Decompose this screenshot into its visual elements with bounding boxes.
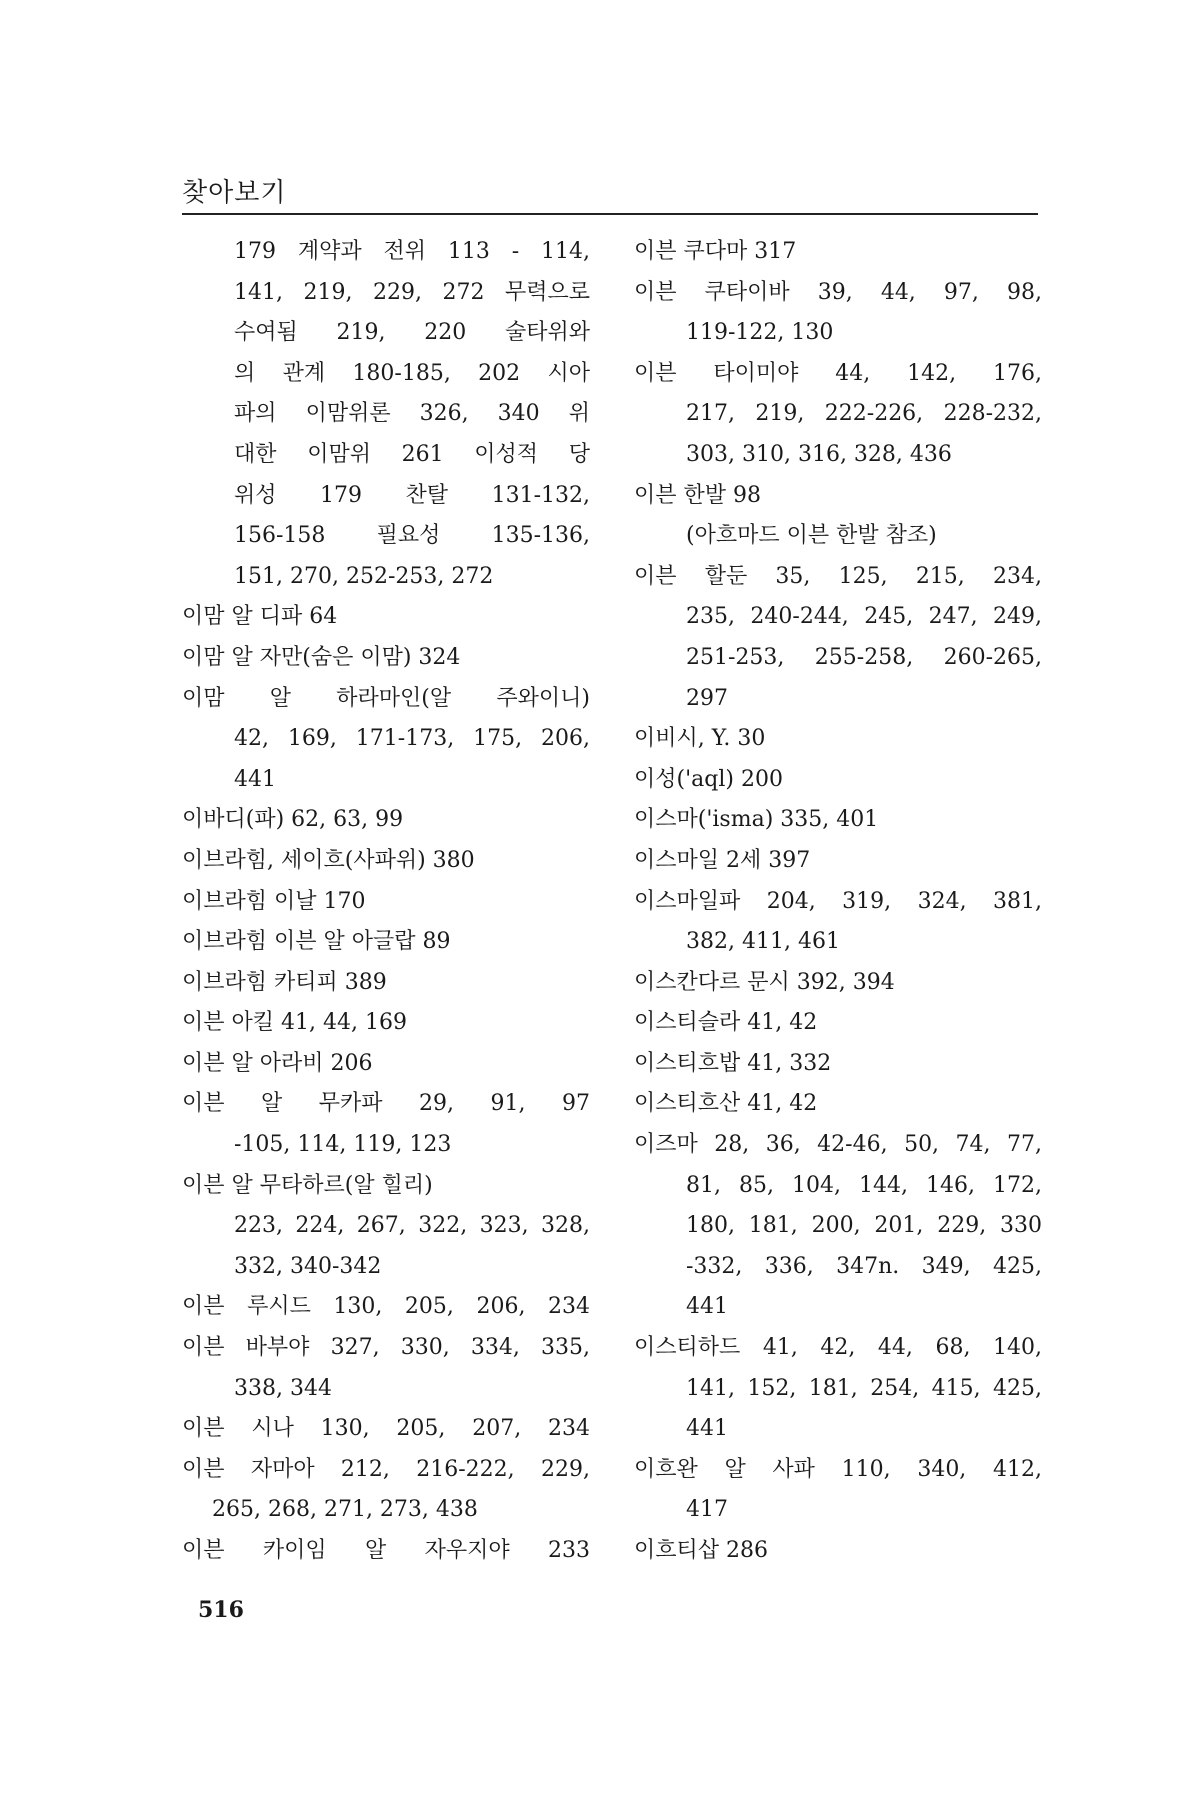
- index-entry: 이븐 루시드 130, 205, 206, 234: [182, 1294, 590, 1320]
- index-entry-continuation: 332, 340-342: [234, 1253, 382, 1279]
- index-entry: 이븐 알 무카파 29, 91, 97: [182, 1091, 590, 1117]
- index-entry-continuation: 179 계약과 전위 113 - 114,: [234, 239, 590, 264]
- index-entry: 이브라힘 이븐 알 아글랍 89: [182, 929, 451, 955]
- index-entry: 이븐 카이임 알 자우지야 233: [182, 1538, 590, 1563]
- index-entry: 이븐 할둔 35, 125, 215, 234,: [634, 563, 1042, 589]
- index-entry-continuation: 382, 411, 461: [686, 929, 840, 955]
- index-entry: 이스마('isma) 335, 401: [634, 807, 879, 833]
- index-entry: 이스티슬라 41, 42: [634, 1010, 818, 1036]
- index-entry-continuation: 119-122, 130: [686, 320, 834, 346]
- index-entry-continuation: 141, 152, 181, 254, 415, 425,: [686, 1375, 1042, 1401]
- index-entry-continuation: 417: [686, 1497, 728, 1523]
- index-entry-continuation: 수여됨 219, 220 술타위와: [234, 320, 590, 346]
- index-column-left: [182, 232, 590, 1572]
- index-entry-continuation: 217, 219, 222-226, 228-232,: [686, 401, 1042, 427]
- index-entry-continuation: 파의 이맘위론 326, 340 위: [234, 401, 590, 427]
- index-entry: 이맘 알 하라마인(알 주와이니): [182, 685, 590, 711]
- index-entry-continuation: 151, 270, 252-253, 272: [234, 563, 494, 589]
- index-entry-continuation: -105, 114, 119, 123: [234, 1132, 452, 1158]
- index-entry: 이스티하드 41, 42, 44, 68, 140,: [634, 1335, 1042, 1361]
- index-entry-continuation: 303, 310, 316, 328, 436: [686, 441, 952, 467]
- index-entry: 이스마일 2세 397: [634, 847, 811, 873]
- header-rule: [182, 213, 1038, 215]
- index-entry: 이맘 알 자만(숨은 이맘) 324: [182, 644, 461, 670]
- index-entry-continuation: 297: [686, 685, 728, 711]
- index-entry-continuation: 141, 219, 229, 272 무력으로: [234, 279, 590, 305]
- index-entry: 이흐티삽 286: [634, 1538, 768, 1563]
- index-entry: 이스티흐산 41, 42: [634, 1091, 818, 1117]
- index-entry-continuation: 180, 181, 200, 201, 229, 330: [686, 1213, 1042, 1239]
- index-entry: 이즈마 28, 36, 42-46, 50, 74, 77,: [634, 1132, 1042, 1158]
- index-entry: 이븐 타이미야 44, 142, 176,: [634, 360, 1042, 386]
- index-entry: 이븐 자마아 212, 216-222, 229,: [182, 1456, 590, 1482]
- index-entry-continuation: 338, 344: [234, 1375, 332, 1401]
- index-entry: 이븐 쿠타이바 39, 44, 97, 98,: [634, 279, 1042, 305]
- index-entry-continuation: 235, 240-244, 245, 247, 249,: [686, 604, 1042, 630]
- index-entry: 이브라힘 이날 170: [182, 888, 366, 914]
- index-entry-continuation: 251-253, 255-258, 260-265,: [686, 644, 1042, 670]
- index-entry-continuation: (아흐마드 이븐 한발 참조): [686, 523, 937, 549]
- index-entry: 이성('aql) 200: [634, 766, 783, 792]
- index-entry-continuation: 265, 268, 271, 273, 438: [212, 1497, 478, 1523]
- index-entry: 이브라힘 카티피 389: [182, 969, 387, 995]
- index-entry: 이븐 알 아라비 206: [182, 1050, 373, 1076]
- index-entry: 이븐 아킬 41, 44, 169: [182, 1010, 407, 1036]
- index-entry-continuation: 위성 179 찬탈 131-132,: [234, 482, 590, 508]
- index-entry: 이바디(파) 62, 63, 99: [182, 807, 404, 833]
- index-entry: 이비시, Y. 30: [634, 726, 766, 752]
- index-entry: 이맘 알 디파 64: [182, 604, 338, 630]
- index-entry: 이븐 시나 130, 205, 207, 234: [182, 1416, 590, 1442]
- index-entry: 이스마일파 204, 319, 324, 381,: [634, 888, 1042, 914]
- index-entry: 이븐 알 무타하르(알 힐리): [182, 1172, 433, 1198]
- index-entry-continuation: 223, 224, 267, 322, 323, 328,: [234, 1213, 590, 1239]
- index-entry-continuation: 의 관계 180-185, 202 시아: [234, 360, 590, 386]
- index-entry-continuation: 441: [686, 1294, 728, 1320]
- running-head: 찾아보기: [182, 178, 287, 208]
- index-entry-continuation: 441: [234, 766, 276, 792]
- index-entry: 이흐완 알 사파 110, 340, 412,: [634, 1456, 1042, 1482]
- index-entry: 이스칸다르 문시 392, 394: [634, 969, 895, 995]
- index-entry: 이브라힘, 세이흐(사파위) 380: [182, 847, 475, 873]
- index-entry-continuation: -332, 336, 347n. 349, 425,: [686, 1253, 1042, 1279]
- index-entry-continuation: 441: [686, 1416, 728, 1442]
- index-entry: 이븐 한발 98: [634, 482, 761, 508]
- index-entry: 이스티흐밥 41, 332: [634, 1050, 832, 1076]
- index-entry-continuation: 81, 85, 104, 144, 146, 172,: [686, 1172, 1042, 1198]
- index-column-right: [634, 232, 1042, 1572]
- index-entry-continuation: 156-158 필요성 135-136,: [234, 523, 590, 549]
- index-entry-continuation: 대한 이맘위 261 이성적 당: [234, 441, 590, 467]
- index-entry: 이븐 바부야 327, 330, 334, 335,: [182, 1335, 590, 1361]
- page-number: 516: [198, 1597, 244, 1623]
- index-entry-continuation: 42, 169, 171-173, 175, 206,: [234, 726, 590, 752]
- index-entry: 이븐 쿠다마 317: [634, 239, 797, 264]
